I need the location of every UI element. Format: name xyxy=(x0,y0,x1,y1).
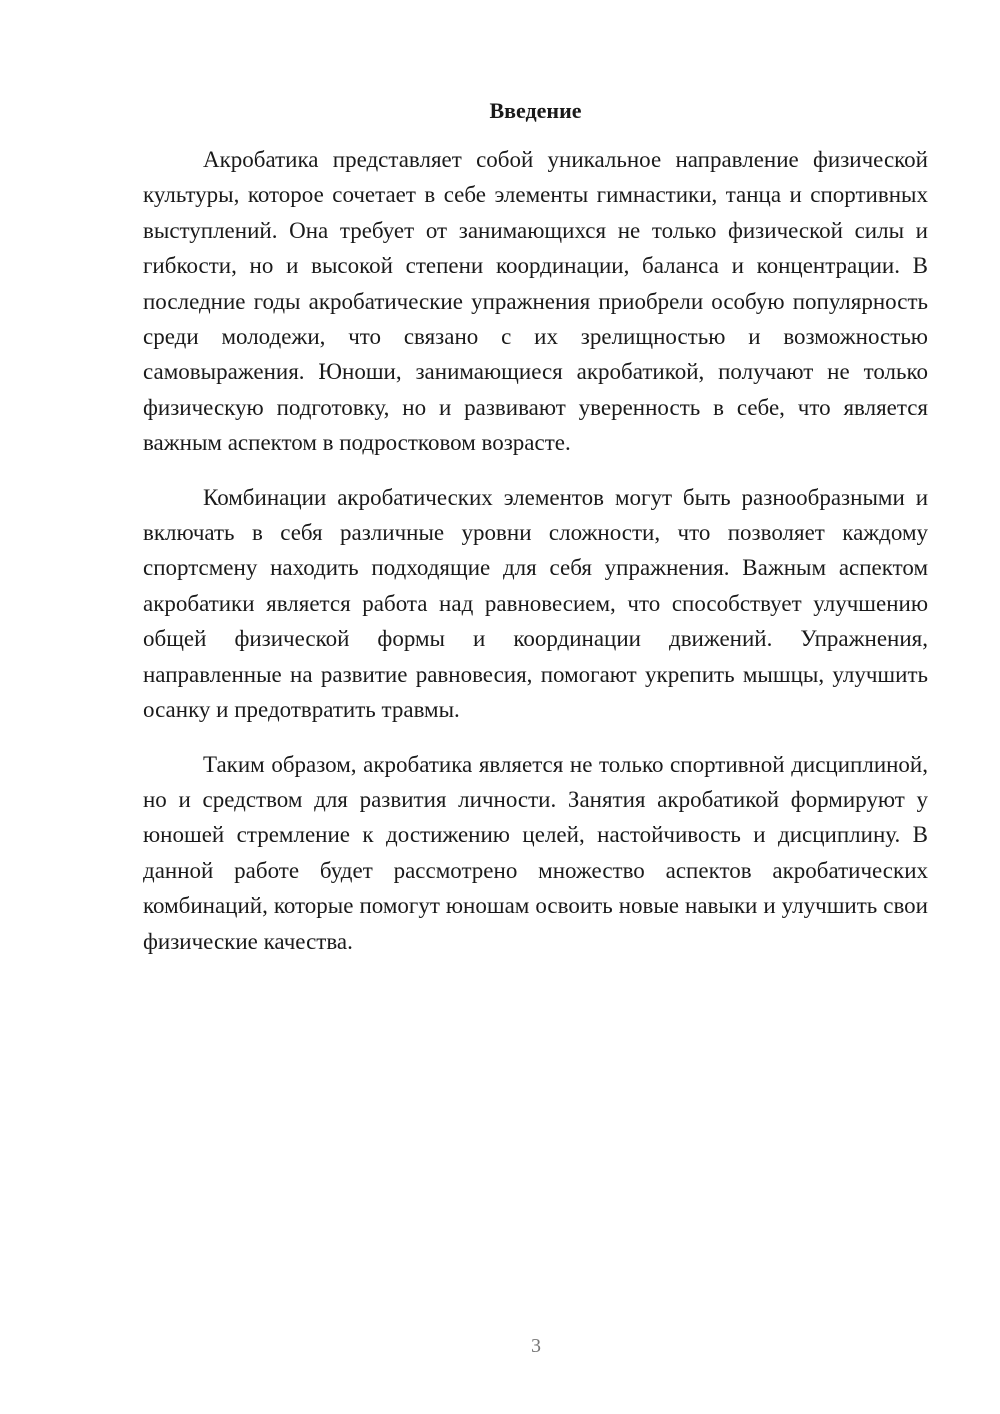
paragraph-conclusion: Таким образом, акробатика является не только спортивной дисциплиной, но и средством для развития личности. Занятия акробатикой формируют у юношей стремление к достижению целей, настойчивость и дисциплину. В данной работе будет рассмотрено множество аспектов акробатических комбинаций, которые помогут юношам освоить новые навыки и улучшить свои физические качества. xyxy=(143,751,928,954)
paragraph-combinations: Комбинации акробатических элементов могут быть разнообразными и включать в себя различные уровни сложности, что позволяет каждому спортсмену находить подходящие для себя упражнения. Важным аспектом акробатики является работа над равновесием, что способствует улучшению общей физической формы и координации движений. Упражнения, направленные на развитие равновесия, помогают укрепить мышцы, улучшить осанку и предотвратить травмы. xyxy=(143,484,928,723)
section-heading: Введение xyxy=(489,98,582,123)
paragraph-intro: Акробатика представляет собой уникальное направление физической культуры, которое сочетает в себе элементы гимнастики, танца и спортивных выступлений. Она требует от занимающихся не только физической силы и гибкости, но и высокой степени координации, баланса и концентрации. В последние годы акробатические упражнения приобрели особую популярность среди молодежи, что связано с их зрелищностью и возможностью самовыражения. Юноши, занимающиеся акробатикой, получают не только физическую подготовку, но и развивают уверенность в себе, что является важным аспектом в подростковом возрасте. xyxy=(143,147,928,456)
page-number: 3 xyxy=(531,1335,541,1357)
body-text xyxy=(143,142,928,978)
